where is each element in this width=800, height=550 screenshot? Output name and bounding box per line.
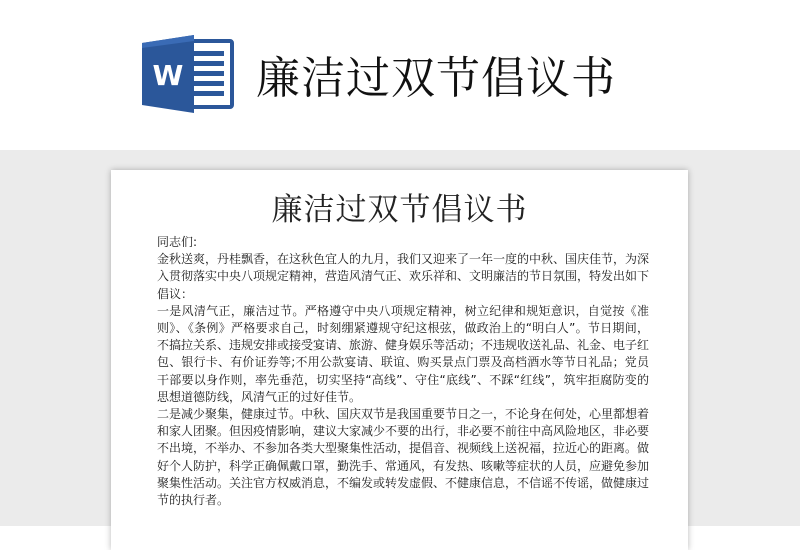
document-page xyxy=(111,170,688,550)
svg-text:W: W xyxy=(152,59,184,92)
paragraph-point-one: 一是风清气正，廉洁过节。严格遵守中央八项规定精神，树立纪律和规矩意识，自觉按《准则》、《条例》严格要求自己，时刻绷紧遵规守纪这根弦，做政治上的“明白人”。节日期间，不搞拉关系、违规安排或接受宴请、旅游、健身娱乐等活动；不违规收送礼品、礼金、电子红包、银行卡、有价证券等;不用公款宴请、联谊、购买景点门票及高档酒水等节日礼品；党员干部要以身作则，率先垂范，切实坚持“高线”、守住“底线”、不踩“红线”，筑牢拒腐防变的思想道德防线，风清气正的过好佳节。 xyxy=(157,303,650,404)
word-icon xyxy=(140,33,236,115)
paragraph-point-two: 二是减少聚集，健康过节。中秋、国庆双节是我国重要节日之一，不论身在何处，心里都想着和家人团聚。但因疫情影响，建议大家减少不要的出行，非必要不前往中高风险地区，非必要不出境，不举办、不参加各类大型聚集性活动，提倡音、视频线上送祝福，拉近心的距离。做好个人防护，科学正确佩戴口罩，勤洗手、常通风，有发热、咳嗽等症状的人员，应避免参加聚集性活动。关注官方权威消息，不编发或转发虚假、不健康信息，不信谣不传谣，做健康过节的执行者。 xyxy=(157,407,650,508)
page-title: 廉洁过双节倡议书 xyxy=(256,53,616,104)
salutation: 同志们: xyxy=(157,235,198,249)
document-body xyxy=(157,234,649,509)
paragraph-intro: 金秋送爽，丹桂飘香，在这秋色宜人的九月，我们又迎来了一年一度的中秋、国庆佳节，为深入贯彻落实中央八项规定精神，营造风清气正、欢乐祥和、文明廉洁的节日氛围，特发出如下倡议： xyxy=(157,252,650,301)
document-title: 廉洁过双节倡议书 xyxy=(271,192,528,228)
header-banner xyxy=(0,0,800,150)
